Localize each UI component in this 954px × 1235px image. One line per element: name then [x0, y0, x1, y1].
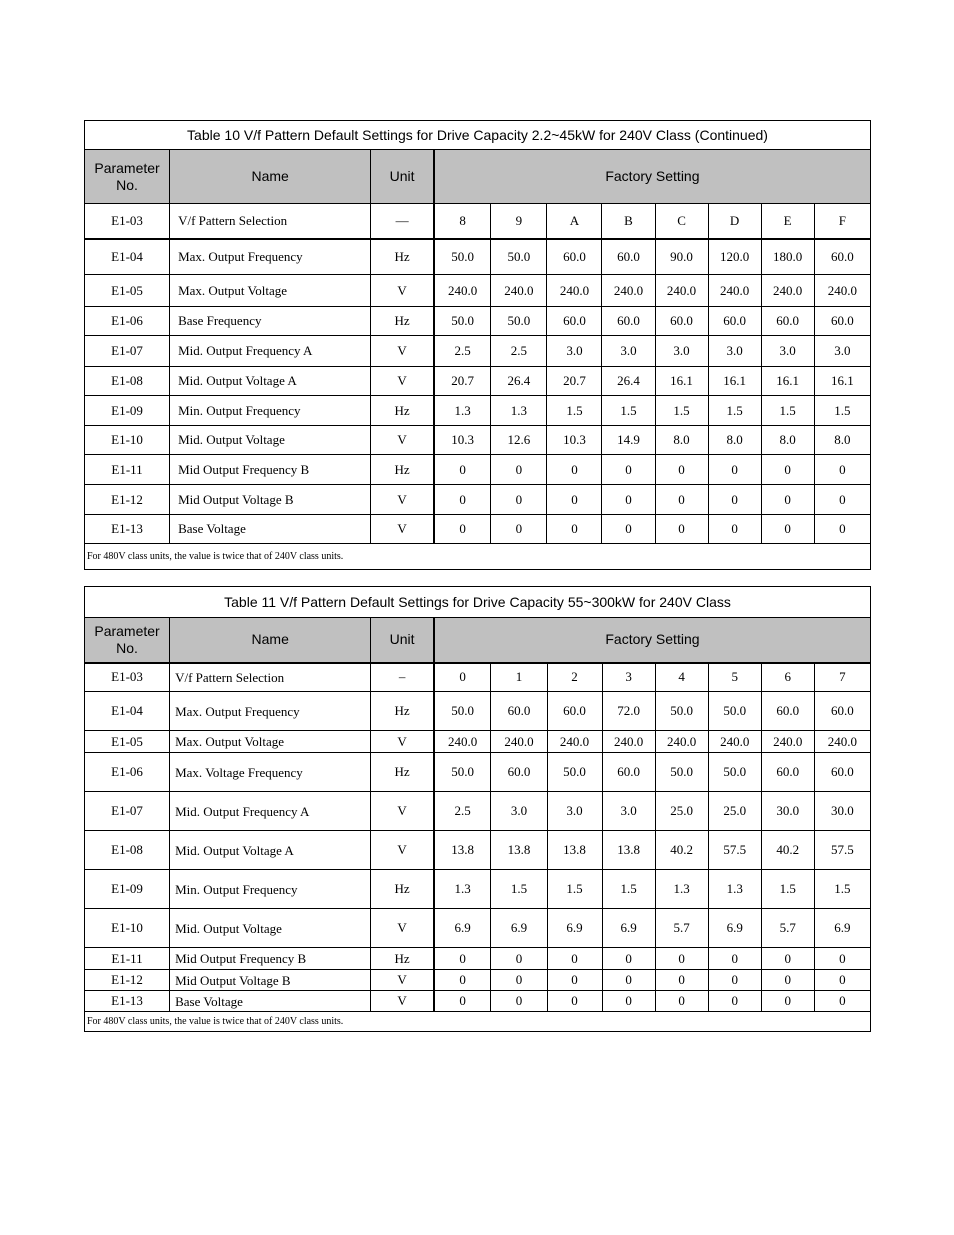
table-row [85, 367, 871, 396]
setting-value: 50.0 [491, 239, 547, 275]
setting-value: 240.0 [708, 275, 761, 307]
table-row [85, 455, 871, 485]
setting-value: 1.5 [602, 870, 655, 909]
setting-value: 1.5 [655, 396, 708, 426]
table-row [85, 991, 871, 1012]
setting-value: 20.7 [547, 367, 602, 396]
setting-value: 10.3 [434, 426, 491, 455]
setting-value: 0 [708, 455, 761, 485]
setting-value: 13.8 [434, 831, 491, 870]
param-unit: Hz [371, 307, 434, 336]
param-unit: V [371, 426, 434, 455]
setting-value: 50.0 [434, 239, 491, 275]
setting-value: 240.0 [655, 731, 708, 753]
param-unit: V [371, 970, 434, 991]
setting-value: 60.0 [602, 753, 655, 792]
setting-value: 0 [655, 485, 708, 515]
setting-value: 180.0 [761, 239, 814, 275]
setting-value: 240.0 [602, 275, 655, 307]
setting-value: 13.8 [547, 831, 602, 870]
setting-value: 1.5 [547, 396, 602, 426]
setting-value: 60.0 [491, 753, 547, 792]
param-name: Max. Voltage Frequency [170, 753, 371, 792]
setting-value: 1.3 [491, 396, 547, 426]
setting-value: 60.0 [547, 307, 602, 336]
table-row [85, 204, 871, 239]
setting-value: 0 [761, 485, 814, 515]
param-unit: V [371, 336, 434, 367]
setting-value: 60.0 [491, 692, 547, 731]
param-name: Base Voltage [170, 515, 371, 544]
param-name: V/f Pattern Selection [170, 663, 371, 692]
setting-value: 240.0 [655, 275, 708, 307]
setting-value: 0 [491, 970, 547, 991]
setting-value: 0 [814, 948, 870, 970]
setting-value: 1.5 [602, 396, 655, 426]
setting-value: 1.5 [814, 396, 870, 426]
setting-value: 1.5 [814, 870, 870, 909]
setting-value: 13.8 [602, 831, 655, 870]
table-caption: Table 11 V/f Pattern Default Settings for Drive Capacity 55~300kW for 240V Class [85, 587, 871, 618]
setting-value: 0 [655, 515, 708, 544]
param-name: V/f Pattern Selection [170, 204, 371, 239]
setting-value: 60.0 [814, 307, 870, 336]
setting-value: 60.0 [814, 753, 870, 792]
setting-value: 0 [547, 455, 602, 485]
header-name: Name [170, 150, 371, 204]
setting-value: 0 [761, 455, 814, 485]
setting-value: 0 [655, 948, 708, 970]
setting-value: 57.5 [814, 831, 870, 870]
pattern-column: 2 [547, 663, 602, 692]
param-no: E1-06 [85, 307, 170, 336]
setting-value: 0 [491, 948, 547, 970]
setting-value: 2.5 [434, 336, 491, 367]
setting-value: 240.0 [814, 731, 870, 753]
table-row [85, 692, 871, 731]
setting-value: 0 [602, 455, 655, 485]
setting-value: 30.0 [814, 792, 870, 831]
setting-value: 0 [434, 515, 491, 544]
setting-value: 72.0 [602, 692, 655, 731]
param-no: E1-12 [85, 485, 170, 515]
setting-value: 50.0 [708, 753, 761, 792]
param-no: E1-04 [85, 692, 170, 731]
setting-value: 0 [708, 970, 761, 991]
setting-value: 12.6 [491, 426, 547, 455]
pattern-column: 1 [491, 663, 547, 692]
param-unit: Hz [371, 870, 434, 909]
setting-value: 10.3 [547, 426, 602, 455]
setting-value: 50.0 [547, 753, 602, 792]
setting-value: 60.0 [655, 307, 708, 336]
table-row [85, 948, 871, 970]
setting-value: 240.0 [491, 731, 547, 753]
setting-value: 57.5 [708, 831, 761, 870]
param-no: E1-10 [85, 909, 170, 948]
setting-value: 90.0 [655, 239, 708, 275]
param-no: E1-10 [85, 426, 170, 455]
setting-value: 0 [434, 485, 491, 515]
setting-value: 0 [602, 485, 655, 515]
setting-value: 0 [708, 485, 761, 515]
param-name: Max. Output Frequency [170, 239, 371, 275]
param-no: E1-11 [85, 948, 170, 970]
setting-value: 0 [655, 455, 708, 485]
setting-value: 0 [602, 970, 655, 991]
param-name: Mid Output Frequency B [170, 948, 371, 970]
setting-value: 1.5 [761, 870, 814, 909]
pattern-column: 5 [708, 663, 761, 692]
setting-value: 50.0 [434, 753, 491, 792]
setting-value: 0 [761, 991, 814, 1012]
setting-value: 240.0 [814, 275, 870, 307]
setting-value: 3.0 [761, 336, 814, 367]
setting-value: 3.0 [491, 792, 547, 831]
setting-value: 0 [708, 948, 761, 970]
setting-value: 240.0 [434, 275, 491, 307]
setting-value: 6.9 [547, 909, 602, 948]
setting-value: 6.9 [708, 909, 761, 948]
table-row [85, 731, 871, 753]
setting-value: 2.5 [434, 792, 491, 831]
param-name: Mid. Output Voltage [170, 426, 371, 455]
param-no: E1-07 [85, 336, 170, 367]
setting-value: 0 [814, 991, 870, 1012]
param-name: Mid Output Frequency B [170, 455, 371, 485]
param-name: Base Frequency [170, 307, 371, 336]
setting-value: 240.0 [761, 275, 814, 307]
param-name: Mid. Output Frequency A [170, 336, 371, 367]
table-10 [84, 120, 871, 570]
setting-value: 0 [761, 948, 814, 970]
setting-value: 0 [655, 991, 708, 1012]
param-name: Base Voltage [170, 991, 371, 1012]
setting-value: 0 [434, 991, 491, 1012]
setting-value: 13.8 [491, 831, 547, 870]
table-11 [84, 586, 871, 1032]
table-caption: Table 10 V/f Pattern Default Settings for Drive Capacity 2.2~45kW for 240V Class (Continued) [85, 121, 871, 150]
table-row [85, 753, 871, 792]
setting-value: 0 [547, 970, 602, 991]
setting-value: 0 [761, 970, 814, 991]
setting-value: 3.0 [814, 336, 870, 367]
param-no: E1-08 [85, 831, 170, 870]
setting-value: 240.0 [602, 731, 655, 753]
pattern-column: 9 [491, 204, 547, 239]
setting-value: 6.9 [814, 909, 870, 948]
header-param-no: Parameter No. [85, 150, 170, 204]
setting-value: 120.0 [708, 239, 761, 275]
param-no: E1-03 [85, 204, 170, 239]
setting-value: 60.0 [602, 239, 655, 275]
setting-value: 5.7 [761, 909, 814, 948]
param-name: Max. Output Voltage [170, 275, 371, 307]
param-unit: Hz [371, 692, 434, 731]
setting-value: 3.0 [602, 336, 655, 367]
setting-value: 240.0 [708, 731, 761, 753]
setting-value: 0 [547, 485, 602, 515]
table-row [85, 426, 871, 455]
pattern-column: 0 [434, 663, 491, 692]
setting-value: 0 [761, 515, 814, 544]
setting-value: 2.5 [491, 336, 547, 367]
setting-value: 26.4 [602, 367, 655, 396]
setting-value: 26.4 [491, 367, 547, 396]
setting-value: 40.2 [761, 831, 814, 870]
pattern-column: 8 [434, 204, 491, 239]
header-name: Name [170, 618, 371, 663]
setting-value: 0 [814, 515, 870, 544]
setting-value: 50.0 [655, 753, 708, 792]
param-unit: — [371, 204, 434, 239]
setting-value: 1.5 [708, 396, 761, 426]
param-unit: V [371, 991, 434, 1012]
setting-value: 16.1 [761, 367, 814, 396]
param-unit: Hz [371, 948, 434, 970]
table-row [85, 792, 871, 831]
pattern-column: 3 [602, 663, 655, 692]
param-name: Min. Output Frequency [170, 870, 371, 909]
param-no: E1-04 [85, 239, 170, 275]
table-row [85, 239, 871, 275]
setting-value: 60.0 [547, 692, 602, 731]
setting-value: 0 [708, 991, 761, 1012]
param-no: E1-05 [85, 275, 170, 307]
table-row [85, 396, 871, 426]
setting-value: 60.0 [708, 307, 761, 336]
setting-value: 0 [547, 991, 602, 1012]
setting-value: 0 [547, 948, 602, 970]
setting-value: 0 [602, 991, 655, 1012]
param-unit: Hz [371, 455, 434, 485]
param-name: Mid. Output Frequency A [170, 792, 371, 831]
setting-value: 60.0 [761, 753, 814, 792]
param-no: E1-09 [85, 870, 170, 909]
header-factory-setting: Factory Setting [434, 150, 871, 204]
param-name: Min. Output Frequency [170, 396, 371, 426]
param-name: Mid. Output Voltage A [170, 831, 371, 870]
table-row [85, 515, 871, 544]
setting-value: 1.5 [547, 870, 602, 909]
setting-value: 8.0 [708, 426, 761, 455]
setting-value: 50.0 [491, 307, 547, 336]
setting-value: 60.0 [547, 239, 602, 275]
setting-value: 3.0 [655, 336, 708, 367]
setting-value: 0 [814, 485, 870, 515]
setting-value: 0 [602, 948, 655, 970]
setting-value: 0 [814, 970, 870, 991]
setting-value: 1.3 [434, 870, 491, 909]
header-unit: Unit [371, 150, 434, 204]
setting-value: 50.0 [655, 692, 708, 731]
setting-value: 1.3 [708, 870, 761, 909]
param-unit: V [371, 792, 434, 831]
setting-value: 5.7 [655, 909, 708, 948]
setting-value: 1.5 [761, 396, 814, 426]
setting-value: 60.0 [602, 307, 655, 336]
setting-value: 3.0 [547, 336, 602, 367]
table-row [85, 336, 871, 367]
param-no: E1-06 [85, 753, 170, 792]
table-row [85, 909, 871, 948]
param-name: Max. Output Frequency [170, 692, 371, 731]
setting-value: 50.0 [708, 692, 761, 731]
header-factory-setting: Factory Setting [434, 618, 871, 663]
param-unit: – [371, 663, 434, 692]
param-unit: V [371, 275, 434, 307]
header-unit: Unit [371, 618, 434, 663]
param-unit: Hz [371, 753, 434, 792]
setting-value: 240.0 [761, 731, 814, 753]
setting-value: 60.0 [814, 692, 870, 731]
param-no: E1-03 [85, 663, 170, 692]
pattern-column: 4 [655, 663, 708, 692]
setting-value: 0 [491, 991, 547, 1012]
setting-value: 0 [434, 970, 491, 991]
table-row [85, 970, 871, 991]
param-no: E1-11 [85, 455, 170, 485]
pattern-column: C [655, 204, 708, 239]
setting-value: 50.0 [434, 307, 491, 336]
setting-value: 60.0 [761, 307, 814, 336]
setting-value: 0 [434, 948, 491, 970]
setting-value: 60.0 [761, 692, 814, 731]
param-unit: V [371, 831, 434, 870]
table-note: For 480V class units, the value is twice that of 240V class units. [85, 544, 871, 570]
param-unit: V [371, 485, 434, 515]
setting-value: 3.0 [708, 336, 761, 367]
pattern-column: F [814, 204, 870, 239]
pattern-column: E [761, 204, 814, 239]
param-no: E1-05 [85, 731, 170, 753]
table-row [85, 663, 871, 692]
setting-value: 8.0 [761, 426, 814, 455]
header-param-no: Parameter No. [85, 618, 170, 663]
setting-value: 3.0 [547, 792, 602, 831]
pattern-column: B [602, 204, 655, 239]
setting-value: 0 [491, 455, 547, 485]
table-note: For 480V class units, the value is twice that of 240V class units. [85, 1012, 871, 1032]
setting-value: 1.3 [655, 870, 708, 909]
setting-value: 0 [814, 455, 870, 485]
param-unit: Hz [371, 239, 434, 275]
pattern-column: 6 [761, 663, 814, 692]
param-unit: V [371, 515, 434, 544]
param-name: Mid. Output Voltage [170, 909, 371, 948]
setting-value: 240.0 [547, 275, 602, 307]
setting-value: 0 [547, 515, 602, 544]
setting-value: 0 [655, 970, 708, 991]
param-no: E1-13 [85, 991, 170, 1012]
setting-value: 14.9 [602, 426, 655, 455]
setting-value: 6.9 [434, 909, 491, 948]
param-name: Mid Output Voltage B [170, 970, 371, 991]
setting-value: 25.0 [655, 792, 708, 831]
setting-value: 0 [491, 515, 547, 544]
param-no: E1-13 [85, 515, 170, 544]
setting-value: 20.7 [434, 367, 491, 396]
setting-value: 0 [708, 515, 761, 544]
setting-value: 16.1 [708, 367, 761, 396]
setting-value: 40.2 [655, 831, 708, 870]
setting-value: 0 [602, 515, 655, 544]
setting-value: 16.1 [655, 367, 708, 396]
setting-value: 0 [434, 455, 491, 485]
param-unit: Hz [371, 396, 434, 426]
pattern-column: A [547, 204, 602, 239]
setting-value: 8.0 [814, 426, 870, 455]
setting-value: 240.0 [434, 731, 491, 753]
param-no: E1-08 [85, 367, 170, 396]
setting-value: 25.0 [708, 792, 761, 831]
table-row [85, 870, 871, 909]
setting-value: 50.0 [434, 692, 491, 731]
setting-value: 3.0 [602, 792, 655, 831]
table-row [85, 485, 871, 515]
pattern-column: D [708, 204, 761, 239]
param-unit: V [371, 731, 434, 753]
param-unit: V [371, 367, 434, 396]
setting-value: 240.0 [491, 275, 547, 307]
param-no: E1-07 [85, 792, 170, 831]
setting-value: 1.5 [491, 870, 547, 909]
pattern-column: 7 [814, 663, 870, 692]
table-row [85, 831, 871, 870]
param-unit: V [371, 909, 434, 948]
setting-value: 0 [491, 485, 547, 515]
setting-value: 6.9 [491, 909, 547, 948]
setting-value: 8.0 [655, 426, 708, 455]
param-name: Mid Output Voltage B [170, 485, 371, 515]
table-row [85, 307, 871, 336]
setting-value: 16.1 [814, 367, 870, 396]
setting-value: 60.0 [814, 239, 870, 275]
setting-value: 1.3 [434, 396, 491, 426]
param-no: E1-12 [85, 970, 170, 991]
param-name: Max. Output Voltage [170, 731, 371, 753]
param-name: Mid. Output Voltage A [170, 367, 371, 396]
setting-value: 240.0 [547, 731, 602, 753]
setting-value: 6.9 [602, 909, 655, 948]
setting-value: 30.0 [761, 792, 814, 831]
param-no: E1-09 [85, 396, 170, 426]
table-row [85, 275, 871, 307]
